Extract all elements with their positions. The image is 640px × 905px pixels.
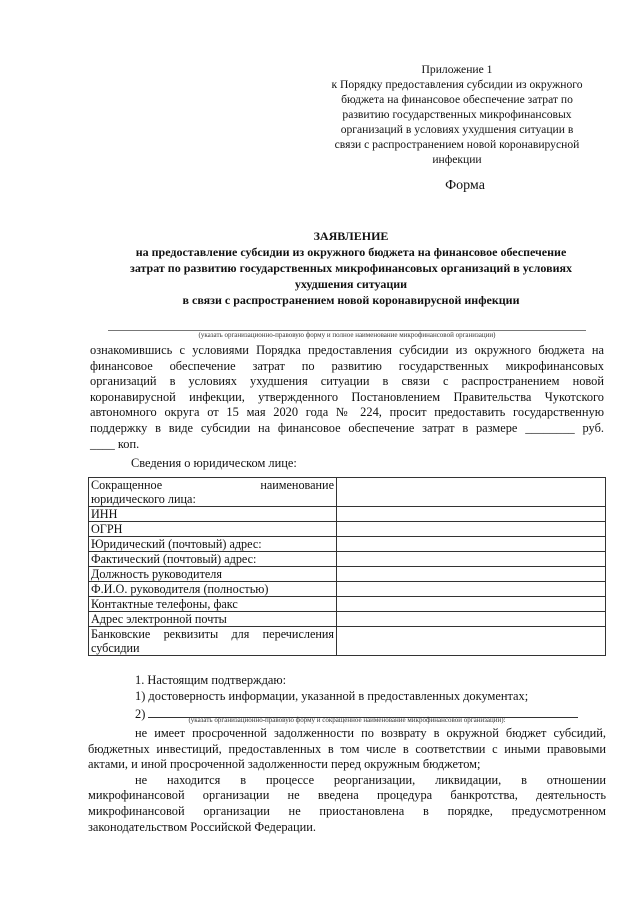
- appendix-line: развитию государственных микрофинансовых: [342, 108, 572, 121]
- body-line: не имеет просроченной задолженности по возврату в окружной бюджет субсидий,: [135, 726, 606, 740]
- table-row: [89, 537, 606, 552]
- table-row: [89, 507, 606, 522]
- intro-line: ____ коп.: [90, 436, 140, 451]
- row-value-field[interactable]: [337, 478, 606, 507]
- row-value-field[interactable]: [337, 537, 606, 552]
- row-label: [89, 478, 337, 507]
- table-row: [89, 612, 606, 627]
- row-value-field[interactable]: [337, 552, 606, 567]
- document-title: [96, 228, 606, 308]
- body-line: законодательством Российской Федерации.: [88, 819, 317, 834]
- row-value-field[interactable]: [337, 567, 606, 582]
- title-heading: ЗАЯВЛЕНИЕ: [313, 229, 389, 243]
- table-row: [89, 552, 606, 567]
- org-short-name-caption: (указать организационно-правовую форму и сокращенное наименование микрофинансовой организации):: [188, 716, 506, 724]
- row-label: ОГРН: [89, 522, 337, 537]
- row-value-field[interactable]: [337, 522, 606, 537]
- body-line: актами, и иной просроченной задолженности перед окружным бюджетом;: [88, 757, 481, 772]
- row-label: Адрес электронной почты: [89, 612, 337, 627]
- appendix-line: к Порядку предоставления субсидии из окружного: [331, 78, 583, 91]
- row-label-line: юридического лица:: [91, 492, 196, 506]
- title-line: в связи с распространением новой коронавирусной инфекции: [182, 293, 520, 307]
- row-label: Юридический (почтовый) адрес:: [89, 537, 337, 552]
- appendix-line: связи с распространением новой коронавирусной: [334, 138, 580, 151]
- table-row: [89, 627, 606, 656]
- body-line: микрофинансовой организации не введена процедура банкротства, деятельность: [88, 788, 606, 803]
- intro-paragraph: [90, 343, 604, 452]
- title-line: на предоставление субсидии из окружного бюджета на финансовое обеспечение: [135, 245, 567, 259]
- table-row: [89, 478, 606, 507]
- confirm-item-1: 1) достоверность информации, указанной в предоставленных документах;: [135, 689, 529, 704]
- appendix-line: Приложение 1: [421, 63, 493, 76]
- intro-line: коронавирусной инфекции, утвержденного Постановлением Правительства Чукотского: [90, 389, 604, 404]
- confirmation-text: [88, 726, 606, 835]
- table-row: [89, 582, 606, 597]
- row-label: Контактные телефоны, факс: [89, 597, 337, 612]
- table-row: [89, 597, 606, 612]
- body-line: бюджетных инвестиций, предоставленных в том числе в соответствии с иными правовыми: [88, 741, 606, 756]
- appendix-header: [306, 62, 608, 167]
- row-label: Ф.И.О. руководителя (полностью): [89, 582, 337, 597]
- intro-line: поддержку в виде субсидии на финансовое обеспечение затрат в размере ________ руб.: [90, 420, 604, 435]
- row-label-line: Банковские реквизиты для перечисления: [91, 627, 334, 641]
- row-value-field[interactable]: [337, 627, 606, 656]
- row-label: [89, 627, 337, 656]
- confirm-item-2-prefix: 2): [135, 706, 146, 721]
- row-label-line: Сокращенное наименование: [91, 478, 334, 492]
- row-label: ИНН: [89, 507, 337, 522]
- table-row: [89, 522, 606, 537]
- intro-line: финансовое обеспечение затрат по развитию государственных микрофинансовых: [90, 358, 604, 373]
- confirm-heading: 1. Настоящим подтверждаю:: [135, 673, 287, 687]
- title-line: затрат по развитию государственных микрофинансовых организаций в условиях: [130, 261, 572, 275]
- row-value-field[interactable]: [337, 582, 606, 597]
- intro-line: организаций в условиях ухудшения ситуации в связи с распространением новой: [90, 374, 604, 389]
- title-line: ухудшения ситуации: [294, 277, 408, 291]
- intro-line: ознакомившись с условиями Порядка предоставления субсидии из окружного бюджета на: [90, 343, 604, 357]
- form-label: Форма: [445, 178, 485, 193]
- body-line: не находится в процессе реорганизации, ликвидации, в отношении: [135, 772, 606, 787]
- confirmation-block: [88, 672, 606, 722]
- row-value-field[interactable]: [337, 507, 606, 522]
- row-value-field[interactable]: [337, 597, 606, 612]
- row-label-line: субсидии: [91, 641, 140, 655]
- table-row: [89, 567, 606, 582]
- legal-entity-table: [88, 477, 606, 656]
- appendix-line: организаций в условиях ухудшения ситуации в: [340, 123, 574, 136]
- row-label: Должность руководителя: [89, 567, 337, 582]
- appendix-line: бюджета на финансовое обеспечение затрат по: [341, 93, 573, 106]
- row-label: Фактический (почтовый) адрес:: [89, 552, 337, 567]
- org-name-caption: (указать организационно-правовую форму и полное наименование микрофинансовой организации): [198, 331, 496, 339]
- appendix-line: инфекции: [432, 153, 482, 166]
- section-title: Сведения о юридическом лице:: [131, 456, 297, 470]
- row-value-field[interactable]: [337, 612, 606, 627]
- intro-line: автономного округа от 15 мая 2020 года № 224, просит предоставить государственную: [90, 405, 604, 420]
- body-line: микрофинансовой организации не приостановлена в порядке, предусмотренном: [88, 803, 606, 818]
